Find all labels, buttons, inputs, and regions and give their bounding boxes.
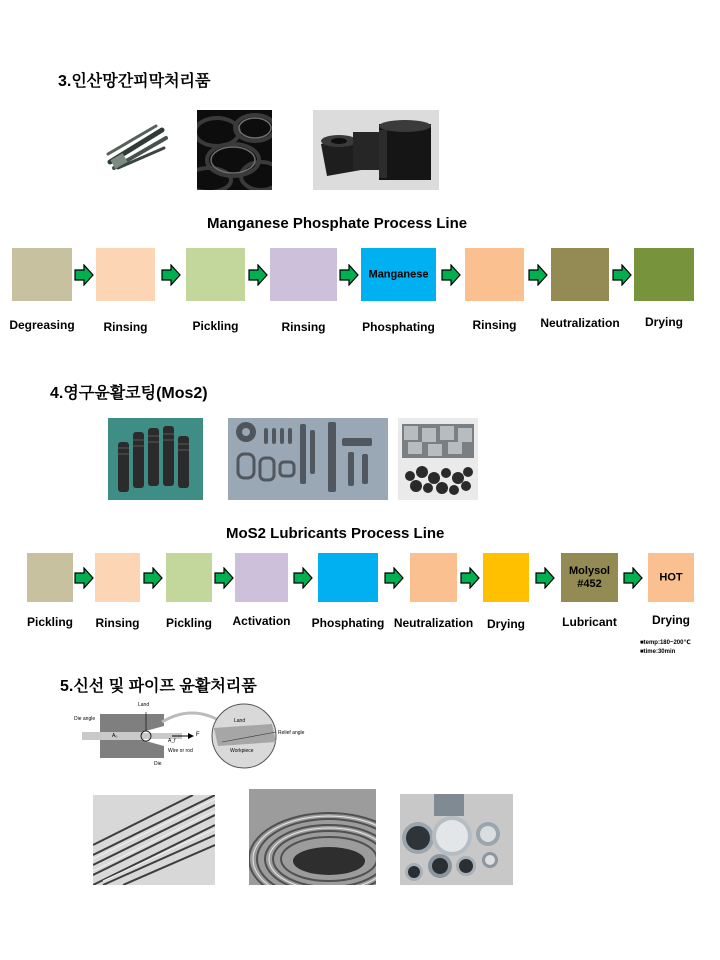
right-arrow-icon bbox=[623, 567, 643, 594]
photo-rings bbox=[197, 110, 272, 190]
wire-drawing-diagram bbox=[72, 702, 310, 770]
section3-step-label-2: Rinsing bbox=[103, 320, 148, 334]
time-note: ■time:30min bbox=[640, 649, 676, 655]
diagram-label-af: A_f bbox=[168, 738, 176, 744]
right-arrow-icon bbox=[248, 264, 268, 291]
right-arrow-icon bbox=[460, 567, 480, 594]
section3-step-label-8: Drying bbox=[644, 315, 684, 329]
section4-step-box-6 bbox=[410, 553, 457, 602]
diagram-label-die-angle: Die angle bbox=[74, 716, 96, 722]
diagram-label-a0: A₀ bbox=[112, 733, 118, 739]
section4-step-box-text-8: Molysol #452 bbox=[569, 564, 610, 590]
photo-mos2-pellets bbox=[398, 418, 478, 500]
diagram-label-workpiece: Workpiece bbox=[230, 748, 254, 754]
section4-step-label-9: Drying bbox=[651, 613, 691, 627]
mos2-line-title: MoS2 Lubricants Process Line bbox=[226, 525, 445, 542]
right-arrow-icon bbox=[74, 567, 94, 594]
section4-step-box-2 bbox=[95, 553, 140, 602]
section3-step-box-7 bbox=[551, 248, 609, 301]
diagram-label-force: F bbox=[196, 732, 200, 738]
photo-pipes bbox=[400, 794, 513, 885]
section-3-heading: 3.인산망간피막처리품 bbox=[58, 73, 211, 90]
section4-step-label-8: Lubricant bbox=[562, 615, 617, 629]
section3-step-box-6 bbox=[465, 248, 524, 301]
photo-thin-tubes bbox=[93, 795, 215, 885]
section4-step-box-1 bbox=[27, 553, 73, 602]
section3-step-label-6: Rinsing bbox=[472, 318, 517, 332]
section3-step-box-5 bbox=[361, 248, 436, 301]
section4-step-label-6: Neutralization bbox=[393, 616, 474, 630]
photo-wire-coil bbox=[249, 789, 376, 885]
right-arrow-icon bbox=[214, 567, 234, 594]
right-arrow-icon bbox=[612, 264, 632, 291]
temp-note: ■temp:180~200℃ bbox=[640, 640, 691, 646]
section3-step-box-4 bbox=[270, 248, 337, 301]
section-4-heading: 4.영구윤활코팅(Mos2) bbox=[50, 385, 208, 402]
right-arrow-icon bbox=[161, 264, 181, 291]
section3-step-label-4: Rinsing bbox=[281, 320, 326, 334]
section4-step-label-5: Phosphating bbox=[311, 616, 385, 630]
section4-step-box-5 bbox=[318, 553, 378, 602]
right-arrow-icon bbox=[143, 567, 163, 594]
section-5-heading: 5.신선 및 파이프 윤활처리품 bbox=[60, 678, 257, 695]
diagram-label-land-top: Land bbox=[138, 702, 150, 708]
section3-step-box-text-5: Manganese bbox=[368, 268, 429, 280]
section4-step-box-9 bbox=[648, 553, 694, 602]
section4-step-box-3 bbox=[166, 553, 212, 602]
section3-step-label-7: Neutralization bbox=[540, 316, 620, 330]
photo-sleeves bbox=[313, 110, 439, 190]
right-arrow-icon bbox=[74, 264, 94, 291]
section3-step-box-3 bbox=[186, 248, 245, 301]
right-arrow-icon bbox=[535, 567, 555, 594]
section4-step-label-7: Drying bbox=[486, 617, 526, 631]
right-arrow-icon bbox=[528, 264, 548, 291]
section3-step-box-8 bbox=[634, 248, 694, 301]
section3-step-label-1: Degreasing bbox=[9, 318, 75, 332]
photo-studs bbox=[108, 418, 203, 500]
photo-bolts bbox=[104, 118, 170, 172]
section4-step-box-text-9: HOT bbox=[659, 571, 683, 583]
diagram-label-relief: Relief angle bbox=[278, 730, 305, 736]
section3-step-box-1 bbox=[12, 248, 72, 301]
diagram-label-die: Die bbox=[154, 761, 162, 767]
section3-step-label-3: Pickling bbox=[192, 319, 239, 333]
photo-mos2-parts bbox=[228, 418, 388, 500]
section4-step-box-8 bbox=[561, 553, 618, 602]
right-arrow-icon bbox=[339, 264, 359, 291]
manganese-line-title: Manganese Phosphate Process Line bbox=[207, 215, 468, 232]
section4-step-label-2: Rinsing bbox=[95, 616, 140, 630]
right-arrow-icon bbox=[293, 567, 313, 594]
section4-step-label-3: Pickling bbox=[165, 616, 213, 630]
section4-step-box-7 bbox=[483, 553, 529, 602]
right-arrow-icon bbox=[441, 264, 461, 291]
section4-step-label-1: Pickling bbox=[26, 615, 74, 629]
section4-step-box-4 bbox=[235, 553, 288, 602]
section3-step-box-2 bbox=[96, 248, 155, 301]
section3-step-label-5: Phosphating bbox=[362, 320, 435, 334]
section4-step-label-4: Activation bbox=[232, 614, 291, 628]
diagram-label-land-circle: Land bbox=[234, 718, 246, 724]
diagram-label-wire: Wire or rod bbox=[168, 748, 193, 754]
right-arrow-icon bbox=[384, 567, 404, 594]
